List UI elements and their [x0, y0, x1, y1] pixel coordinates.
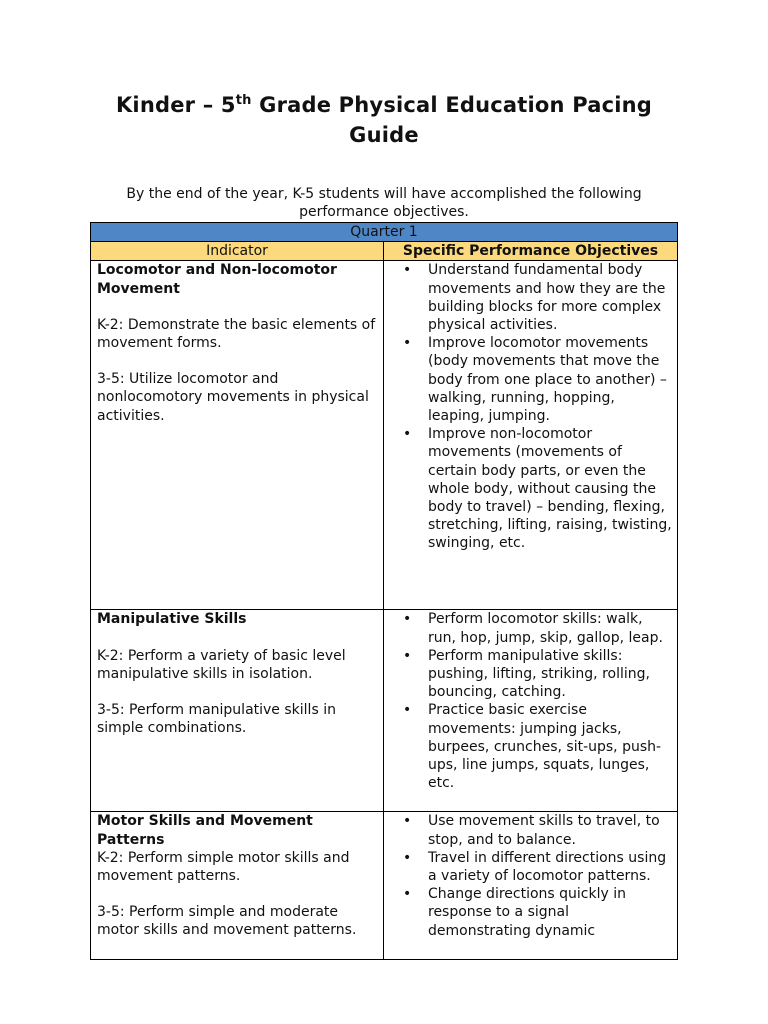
title-superscript: th [235, 93, 252, 108]
indicator-k2: K-2: Demonstrate the basic elements of movement forms. [97, 316, 376, 352]
objectives-list [384, 812, 677, 939]
indicator-k2: K-2: Perform simple motor skills and movement patterns. [97, 849, 350, 885]
indicator-cell [91, 261, 384, 610]
table-row [91, 610, 678, 812]
title-prefix: Kinder – 5 [115, 93, 236, 117]
intro-text: By the end of the year, K-5 students will have accomplished the following performance objectives. [126, 186, 642, 220]
list-item: • Improve locomotor movements (body movements that move the body from one place to another) – walking, running, hopping, leaping, jumping. [428, 334, 677, 425]
list-item: • Change directions quickly in response to a signal demonstrating dynamic [428, 885, 677, 940]
list-item: • Practice basic exercise movements: jumping jacks, burpees, crunches, sit-ups, push-ups, line jumps, squats, lunges, etc. [428, 701, 677, 792]
list-item: • Travel in different directions using a variety of locomotor patterns. [428, 849, 677, 885]
quarter-label: Quarter 1 [91, 223, 678, 242]
list-item: • Use movement skills to travel, to stop, and to balance. [428, 812, 677, 848]
list-item: • Perform locomotor skills: walk, run, hop, jump, skip, gallop, leap. [428, 610, 677, 646]
indicator-3-5: 3-5: Perform simple and moderate motor skills and movement patterns. [97, 904, 357, 939]
indicator-cell [91, 610, 384, 812]
objectives-list [384, 261, 677, 552]
indicator-title: Locomotor and Non-locomotor Movement [97, 262, 337, 297]
list-item: • Perform manipulative skills: pushing, lifting, striking, rolling, bouncing, catching. [428, 647, 677, 702]
page-title [0, 90, 768, 150]
pacing-table [90, 222, 678, 960]
indicator-title: Motor Skills and Movement Patterns [97, 813, 313, 848]
indicator-k2: K-2: Perform a variety of basic level manipulative skills in isolation. [97, 647, 346, 682]
column-header-row [91, 242, 678, 261]
objectives-cell [384, 812, 678, 960]
objectives-header: Specific Performance Objectives [384, 242, 678, 261]
list-item: • Improve non-locomotor movements (movements of certain body parts, or even the whole body, without causing the body to travel) – bending, flexing, stretching, lifting, raising, twisting, swinging, etc. [428, 425, 677, 552]
indicator-cell [91, 812, 384, 960]
table-row [91, 261, 678, 610]
indicator-title: Manipulative Skills [97, 611, 247, 628]
table-row [91, 812, 678, 960]
objectives-cell [384, 261, 678, 610]
indicator-3-5: 3-5: Utilize locomotor and nonlocomotory movements in physical activities. [97, 371, 369, 424]
title-suffix: Grade Physical Education Pacing [251, 93, 653, 117]
objectives-list [384, 610, 677, 792]
list-item: • Understand fundamental body movements and how they are the building blocks for more complex physical activities. [428, 261, 677, 334]
objectives-cell [384, 610, 678, 812]
indicator-3-5: 3-5: Perform manipulative skills in simple combinations. [97, 702, 336, 737]
quarter-header-row [91, 223, 678, 242]
title-line2: Guide [349, 123, 419, 147]
indicator-header: Indicator [91, 242, 384, 261]
